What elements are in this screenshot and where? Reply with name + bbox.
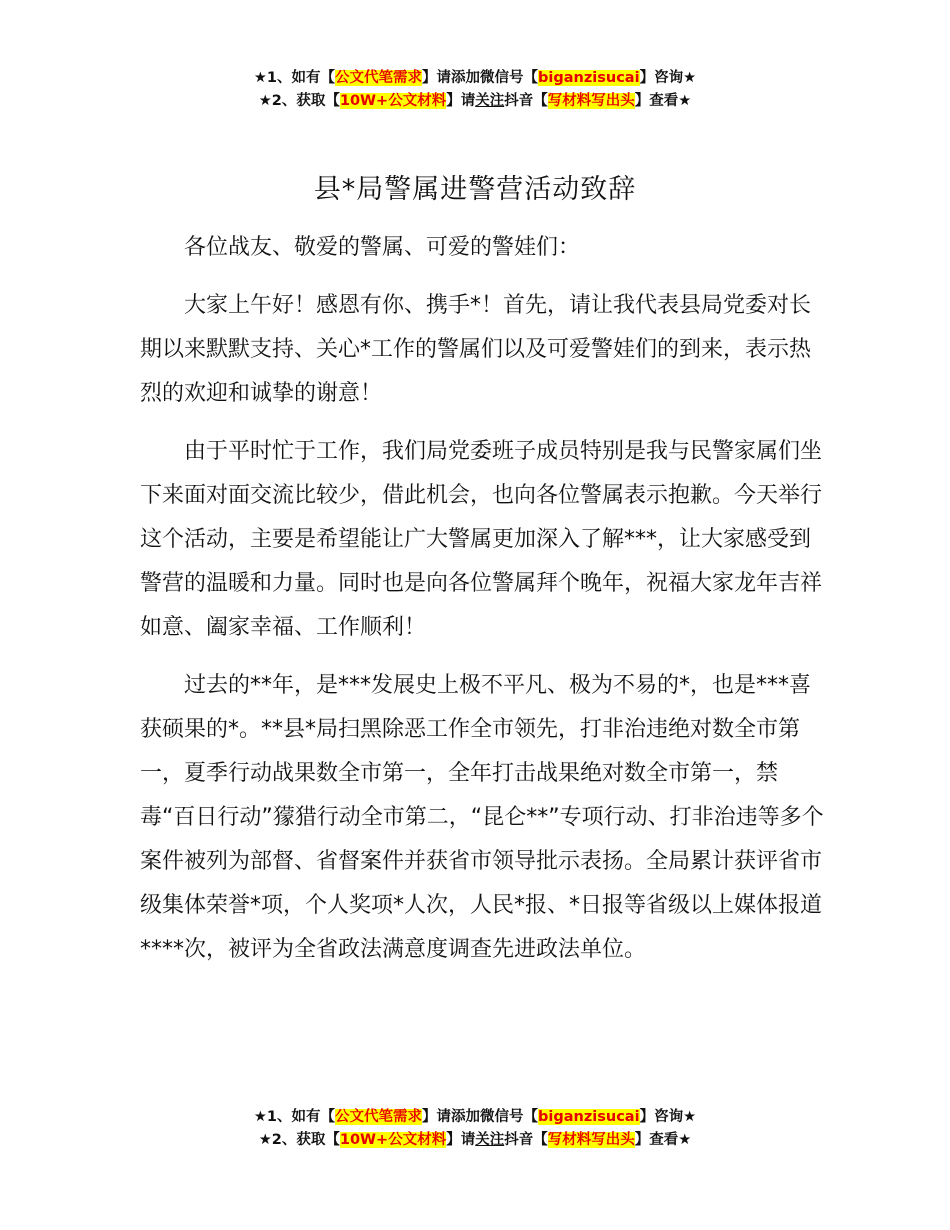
banner-text: ★1、如有【	[253, 1109, 336, 1125]
banner-line-2	[0, 90, 950, 113]
banner-text: 】请添加微信号【	[422, 70, 539, 86]
banner-highlight-douyin: 写材料写出头	[547, 1132, 635, 1148]
document-title: 县*局警属进警营活动致辞	[313, 174, 637, 205]
banner-text: 】咨询★	[639, 1109, 697, 1125]
banner-text: ★1、如有【	[253, 70, 336, 86]
footer-ad-banner	[0, 1106, 950, 1152]
paragraph: 由于平时忙于工作，我们局党委班子成员特别是我与民警家属们坐下来面对面交流比较少，借此机会，也向各位警属表示抱歉。今天举行这个活动，主要是希望能让广大警属更加深入了解***，让大家感受到警营的温暖和力量。同时也是向各位警属拜个晚年，祝福大家龙年吉祥如意、阖家幸福、工作顺利！	[140, 439, 823, 640]
banner-text: 抖音【	[504, 1132, 548, 1148]
banner-text: 】请	[446, 93, 476, 109]
salutation: 各位战友、敬爱的警属、可爱的警娃们：	[184, 235, 581, 260]
banner-text: 】咨询★	[639, 70, 697, 86]
banner-text: 】查看★	[634, 1132, 692, 1148]
paragraph: 过去的**年，是***发展史上极不平凡、极为不易的*，也是***喜获硕果的*。**县*局扫黑除恶工作全市领先，打非治违绝对数全市第一，夏季行动战果数全市第一，全年打击战果绝对数全市第一，禁毒“百日行动”獴猎行动全市第二，“昆仑**”专项行动、打非治违等多个案件被列为部督、省督案件并获省市领导批示表扬。全局累计获评省市级集体荣誉*项，个人奖项*人次，人民*报、*日报等省级以上媒体报道****次，被评为全省政法满意度调查先进政法单位。	[140, 673, 824, 962]
banner-highlight: 公文代笔需求	[335, 1109, 423, 1125]
banner-text: 】请添加微信号【	[422, 1109, 539, 1125]
banner-line-2	[0, 1129, 950, 1152]
banner-text: 】查看★	[634, 93, 692, 109]
banner-highlight-wechat-id: biganzisucai	[538, 1109, 640, 1125]
banner-text: 抖音【	[504, 93, 548, 109]
paragraph: 大家上午好！感恩有你、携手*！首先，请让我代表县局党委对长期以来默默支持、关心*工作的警属们以及可爱警娃们的到来，表示热烈的欢迎和诚挚的谢意！	[140, 293, 812, 406]
banner-underlined-text: 关注	[475, 93, 505, 109]
banner-underlined-text: 关注	[475, 1132, 505, 1148]
banner-line-1	[0, 67, 950, 90]
header-ad-banner	[0, 67, 950, 113]
banner-text: 】请	[446, 1132, 476, 1148]
banner-highlight: 10W+公文材料	[339, 1132, 447, 1148]
banner-highlight-wechat-id: biganzisucai	[538, 70, 640, 86]
banner-text: ★2、获取【	[258, 1132, 340, 1148]
banner-text: ★2、获取【	[258, 93, 340, 109]
banner-highlight: 公文代笔需求	[335, 70, 423, 86]
document-body	[140, 226, 826, 986]
banner-line-1	[0, 1106, 950, 1129]
banner-highlight: 10W+公文材料	[339, 93, 447, 109]
banner-highlight-douyin: 写材料写出头	[547, 93, 635, 109]
